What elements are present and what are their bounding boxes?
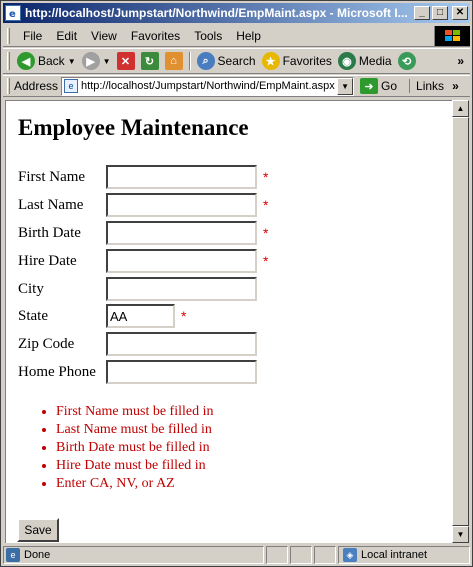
birth-date-label: Birth Date	[18, 224, 81, 241]
state-label: State	[18, 307, 48, 324]
standard-toolbar	[3, 48, 470, 74]
page-icon: e	[64, 79, 78, 93]
media-button[interactable]	[335, 50, 395, 72]
birth-date-field[interactable]	[106, 221, 257, 245]
zone-text: Local intranet	[361, 549, 428, 561]
form-row-last-name	[18, 193, 268, 217]
form-row-first-name	[18, 165, 268, 189]
menu-file[interactable]: File	[23, 28, 43, 43]
minimize-button[interactable]: _	[414, 6, 430, 20]
maximize-button[interactable]: □	[432, 6, 448, 20]
zip-code-label: Zip Code	[18, 335, 75, 352]
menu-edit[interactable]: Edit	[56, 28, 78, 43]
go-arrow-icon: ➜	[360, 78, 378, 94]
validation-summary	[22, 403, 213, 493]
home-phone-label: Home Phone	[18, 363, 96, 380]
links-more-chevron-icon[interactable]: »	[452, 79, 459, 93]
hire-date-field[interactable]	[106, 249, 257, 273]
state-required-marker: *	[181, 308, 187, 324]
validation-error: • First Name must be filled in	[56, 403, 213, 421]
history-button[interactable]	[395, 50, 419, 72]
menubar-grip[interactable]	[7, 28, 10, 44]
validation-error: • Last Name must be filled in	[56, 421, 213, 439]
title-bar[interactable]	[3, 3, 470, 23]
status-panel	[314, 546, 336, 564]
form-row-hire-date	[18, 249, 268, 273]
svg-text:e: e	[9, 9, 16, 19]
security-zone-panel	[338, 546, 470, 564]
links-button[interactable]: Links	[409, 79, 444, 93]
address-dropdown-icon[interactable]: ▼	[337, 78, 353, 95]
go-label: Go	[381, 79, 398, 93]
status-panel	[266, 546, 288, 564]
forward-dropdown-icon[interactable]: ▼	[102, 56, 111, 66]
refresh-button[interactable]	[138, 50, 162, 72]
address-input[interactable]	[61, 77, 354, 96]
menu-help[interactable]: Help	[236, 28, 261, 43]
favorites-label: Favorites	[282, 54, 332, 68]
menu-bar	[3, 25, 470, 47]
window-title: http://localhost/Jumpstart/Northwind/EmpMaint.aspx - Microsoft I...	[25, 6, 408, 20]
star-icon: ★	[262, 52, 280, 70]
page-title: Employee Maintenance	[18, 115, 249, 140]
status-main-panel	[3, 546, 264, 564]
history-icon: ⟲	[398, 52, 416, 70]
first-name-label: First Name	[18, 168, 86, 185]
toolbar-more-chevron-icon[interactable]: »	[457, 54, 464, 68]
city-field[interactable]	[106, 277, 257, 301]
home-phone-field[interactable]	[106, 360, 257, 384]
address-url[interactable]: http://localhost/Jumpstart/Northwind/EmpMaint.aspx	[81, 80, 335, 92]
scroll-thumb[interactable]	[452, 117, 469, 526]
validation-error: • Birth Date must be filled in	[56, 439, 213, 457]
status-panel	[290, 546, 312, 564]
windows-logo-icon	[434, 26, 470, 46]
hire-date-label: Hire Date	[18, 252, 77, 269]
search-label: Search	[217, 54, 256, 68]
validation-error: • Hire Date must be filled in	[56, 457, 213, 475]
intranet-zone-icon: ◈	[343, 548, 357, 562]
first-name-required-marker: *	[263, 169, 269, 185]
vertical-scrollbar[interactable]	[452, 100, 469, 543]
stop-icon: ✕	[117, 52, 135, 70]
search-icon: ⌕	[197, 52, 215, 70]
first-name-field[interactable]	[106, 165, 257, 189]
home-button[interactable]	[162, 50, 186, 72]
close-button[interactable]: ✕	[452, 6, 468, 20]
scroll-down-arrow-icon[interactable]: ▼	[452, 526, 469, 543]
validation-error: • Enter CA, NV, or AZ	[56, 475, 213, 493]
form-row-zip-code	[18, 332, 257, 356]
media-icon: ◉	[338, 52, 356, 70]
last-name-required-marker: *	[263, 197, 269, 213]
media-label: Media	[358, 54, 392, 68]
addressbar-grip[interactable]	[7, 78, 10, 94]
back-label: Back	[38, 54, 65, 68]
save-button[interactable]: Save	[17, 518, 59, 542]
forward-button[interactable]	[79, 50, 114, 72]
last-name-field[interactable]	[106, 193, 257, 217]
refresh-icon: ↻	[141, 52, 159, 70]
zip-code-field[interactable]	[106, 332, 257, 356]
home-icon: ⌂	[165, 52, 183, 70]
back-dropdown-icon[interactable]: ▼	[67, 56, 76, 66]
address-bar	[3, 75, 470, 97]
menu-view[interactable]: View	[91, 28, 117, 43]
form-row-city	[18, 277, 257, 301]
ie-page-icon	[5, 5, 21, 21]
address-label: Address	[14, 79, 59, 93]
status-bar	[3, 545, 470, 565]
hire-date-required-marker: *	[263, 253, 269, 269]
toolbar-separator	[189, 52, 191, 70]
search-button[interactable]	[194, 50, 259, 72]
state-field[interactable]: AA	[106, 304, 175, 328]
toolbar-grip[interactable]	[7, 52, 10, 70]
birth-date-required-marker: *	[263, 225, 269, 241]
city-label: City	[18, 280, 44, 297]
scroll-up-arrow-icon[interactable]: ▲	[452, 100, 469, 117]
form-row-birth-date	[18, 221, 268, 245]
go-button[interactable]	[360, 78, 397, 94]
forward-arrow-icon: ▶	[82, 52, 100, 70]
back-button[interactable]	[14, 50, 79, 72]
status-text: Done	[24, 549, 51, 561]
form-row-state	[18, 304, 186, 328]
favorites-button[interactable]	[259, 50, 335, 72]
form-row-home-phone	[18, 360, 257, 384]
page-done-icon: e	[6, 548, 20, 562]
page-content	[5, 100, 452, 543]
menu-favorites[interactable]: Favorites	[130, 28, 181, 43]
stop-button[interactable]	[114, 50, 138, 72]
back-arrow-icon: ◀	[17, 52, 35, 70]
menu-tools[interactable]: Tools	[194, 28, 223, 43]
last-name-label: Last Name	[18, 196, 84, 213]
